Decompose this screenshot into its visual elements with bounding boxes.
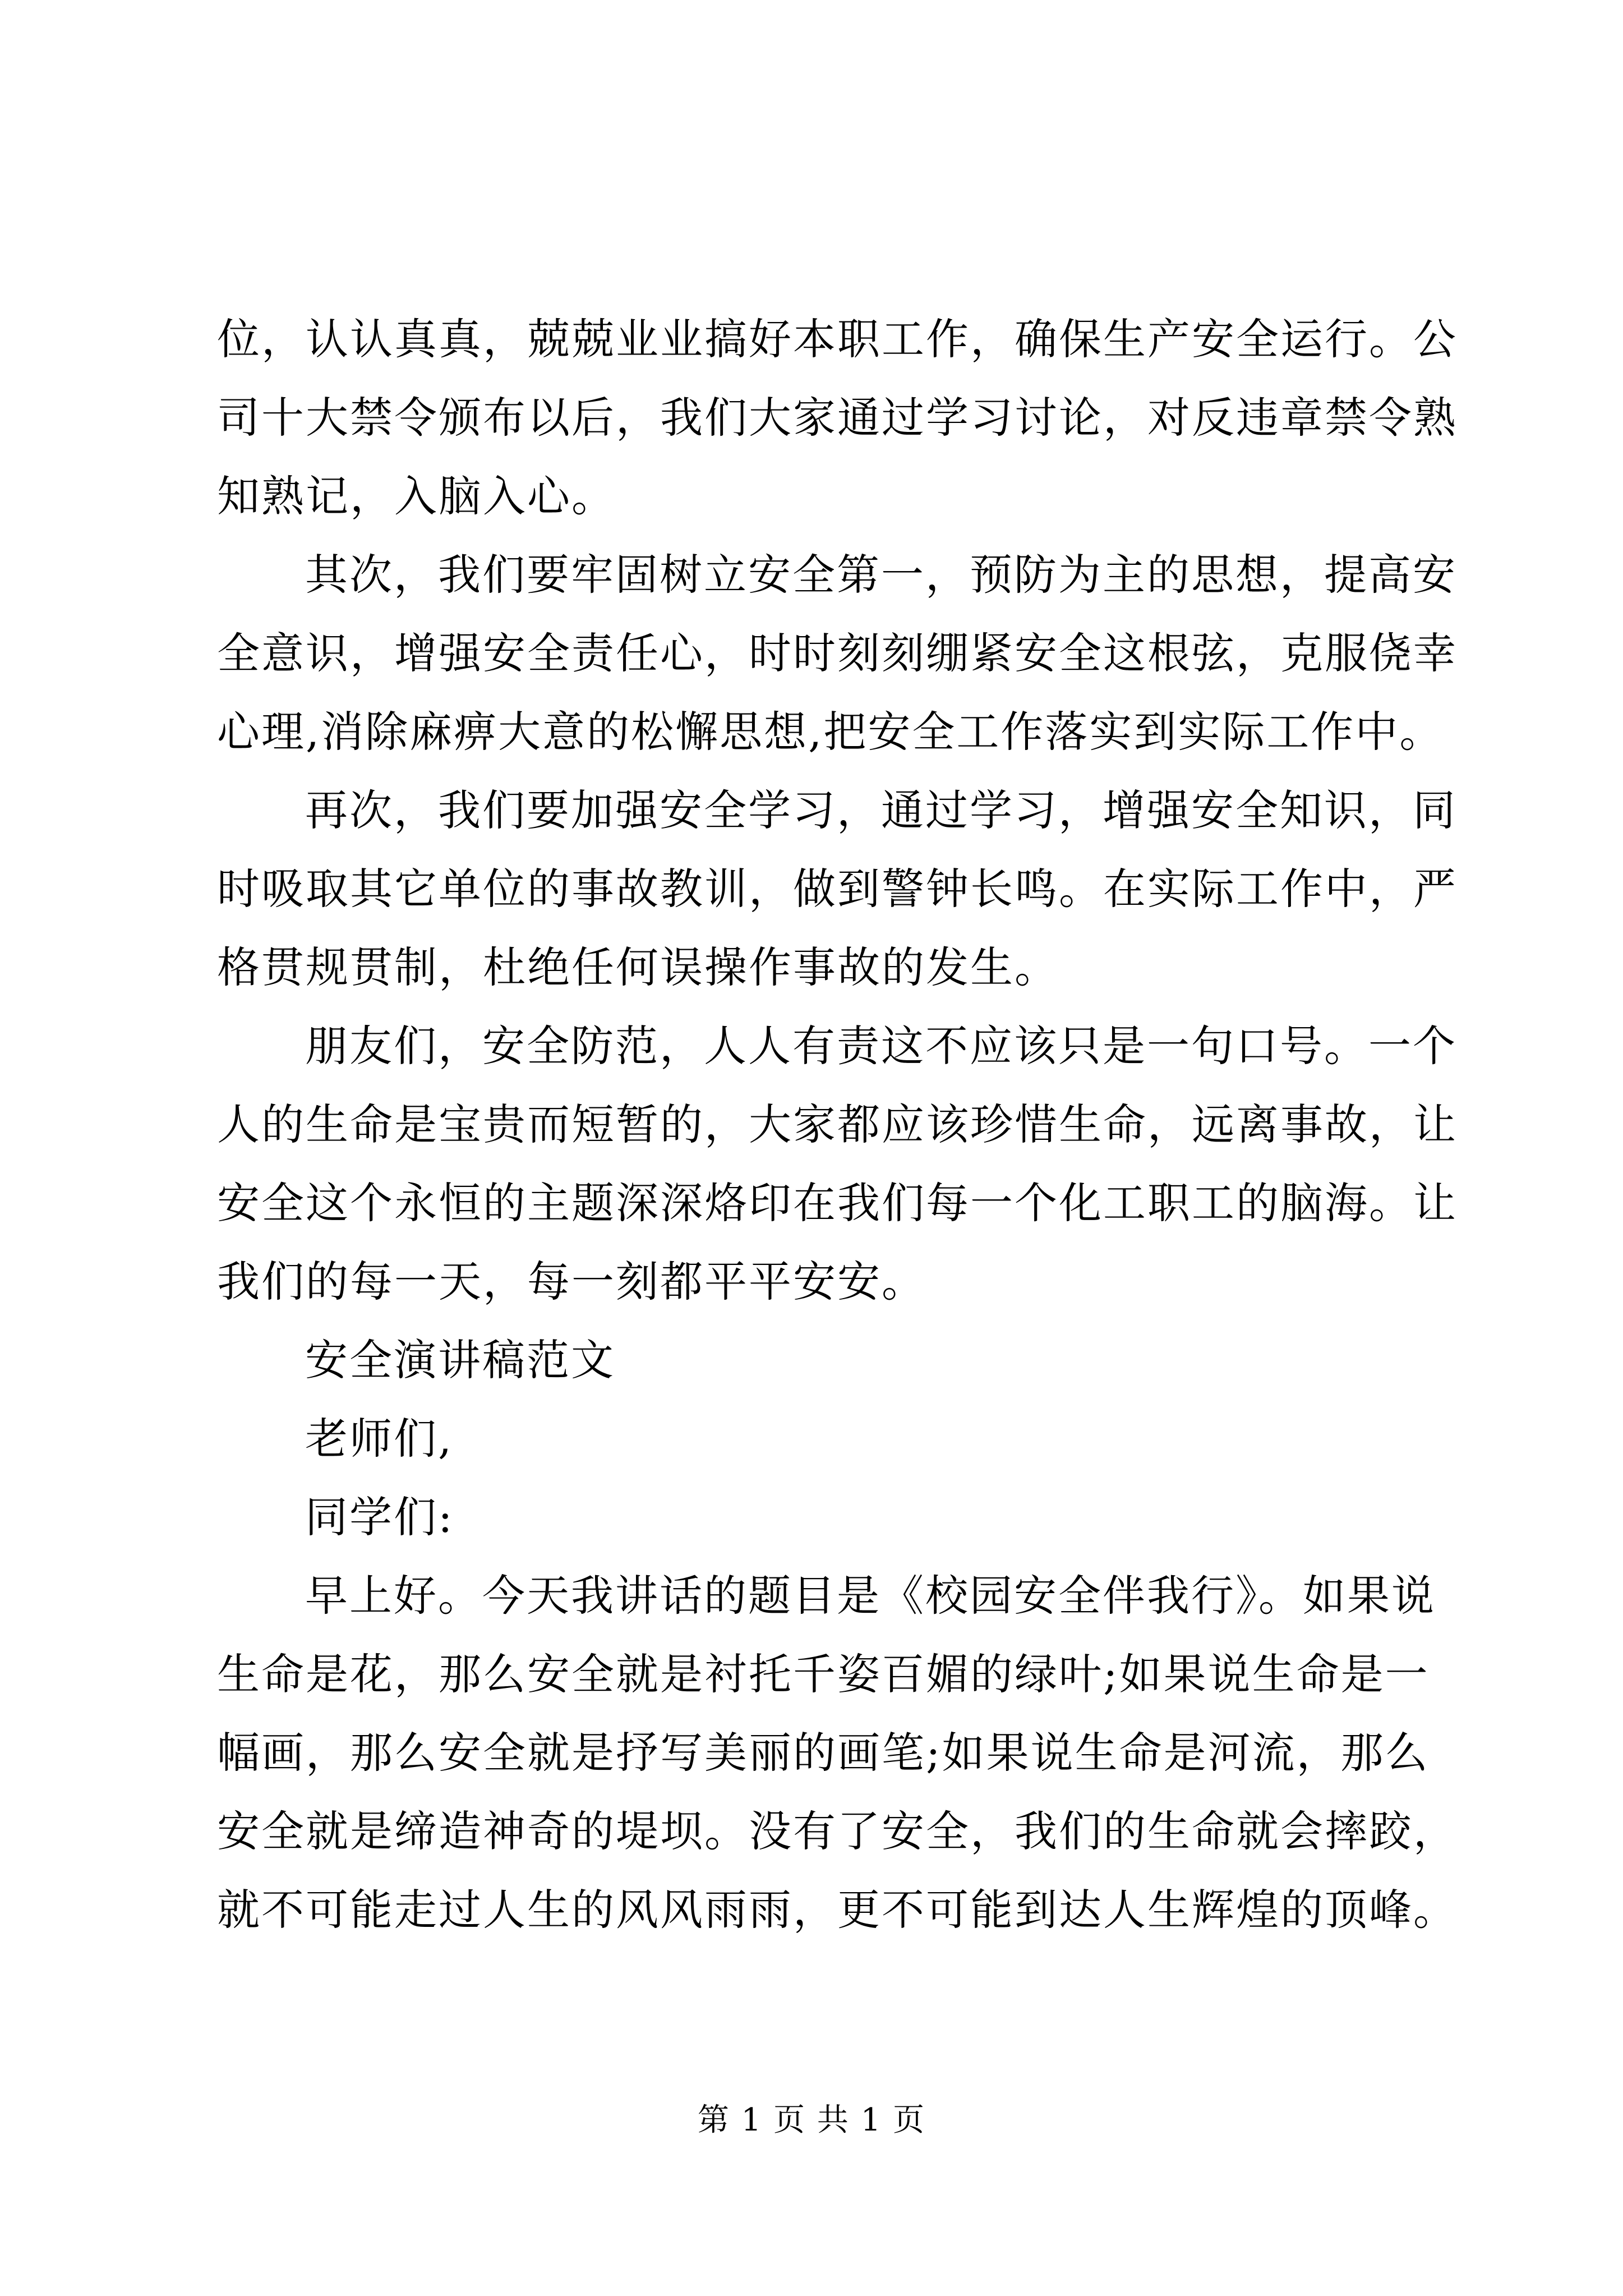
text-line: 生命是花，那么安全就是衬托千姿百媚的绿叶;如果说生命是一: [217, 1649, 1430, 1699]
page-footer: 第 1 页 共 1 页: [697, 2102, 926, 2138]
text-line: 格贯规贯制，杜绝任何误操作事故的发生。: [217, 942, 1059, 992]
salutation: 老师们,: [305, 1414, 454, 1464]
text-line: 位，认认真真，兢兢业业搞好本职工作，确保生产安全运行。公: [217, 314, 1458, 364]
text-line: 早上好。今天我讲话的题目是《校园安全伴我行》。如果说: [305, 1571, 1436, 1621]
text-line: 司十大禁令颁布以后，我们大家通过学习讨论，对反违章禁令熟: [217, 393, 1458, 443]
text-line: 我们的每一天，每一刻都平平安安。: [217, 1257, 926, 1306]
text-line: 知熟记，入脑入心。: [217, 471, 616, 521]
text-line: 安全这个永恒的主题深深烙印在我们每一个化工职工的脑海。让: [217, 1178, 1458, 1228]
text-line: 安全就是缔造神奇的堤坝。没有了安全，我们的生命就会摔跤，: [217, 1806, 1458, 1856]
text-line: 时吸取其它单位的事故教训，做到警钟长鸣。在实际工作中，严: [217, 864, 1458, 914]
text-line: 人的生命是宝贵而短暂的，大家都应该珍惜生命，远离事故，让: [217, 1099, 1458, 1149]
text-line: 全意识，增强安全责任心，时时刻刻绷紧安全这根弦，克服侥幸: [217, 628, 1458, 678]
text-line: 就不可能走过人生的风风雨雨，更不可能到达人生辉煌的顶峰。: [217, 1885, 1458, 1935]
text-line: 其次，我们要牢固树立安全第一，预防为主的思想，提高安: [305, 550, 1457, 600]
text-line: 幅画，那么安全就是抒写美丽的画笔;如果说生命是河流，那么: [217, 1728, 1430, 1778]
section-title: 安全演讲稿范文: [305, 1335, 615, 1385]
salutation: 同学们:: [305, 1492, 454, 1542]
text-line: 再次，我们要加强安全学习，通过学习，增强安全知识，同: [305, 785, 1457, 835]
text-line: 心理,消除麻痹大意的松懈思想,把安全工作落实到实际工作中。: [217, 707, 1444, 757]
text-line: 朋友们，安全防范，人人有责这不应该只是一句口号。一个: [305, 1021, 1457, 1071]
